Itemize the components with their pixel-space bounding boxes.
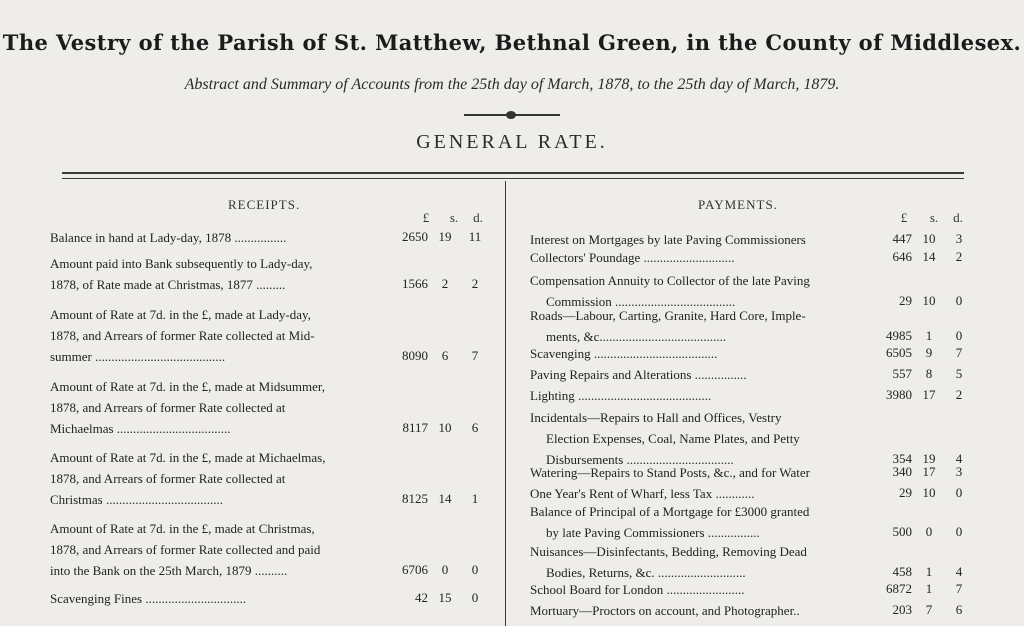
- description-line: Scavenging ......................................: [530, 346, 718, 361]
- entry-description: [50, 376, 325, 439]
- entry-amount: [872, 293, 972, 311]
- description-line: Collectors' Poundage ............................: [530, 250, 735, 265]
- shillings-value: 19: [922, 451, 936, 466]
- description-line: Roads—Labour, Carting, Granite, Hard Core, Imple-: [530, 308, 806, 323]
- pence-value: 4: [955, 451, 963, 466]
- description-line: Amount of Rate at 7d. in the £, made at Christmas,: [50, 521, 315, 536]
- pence-value: 1: [471, 491, 479, 506]
- shillings-value: 0: [441, 562, 449, 577]
- column-divider: [505, 181, 506, 626]
- shillings-value: 8: [925, 366, 933, 381]
- shillings-value: 1: [925, 328, 933, 343]
- shillings-value: 15: [438, 590, 452, 605]
- pence-value: 5: [955, 366, 963, 381]
- entry-amount: [872, 231, 972, 249]
- description-line: Scavenging Fines ...............................: [50, 591, 247, 606]
- pounds-value: 4985: [886, 328, 912, 343]
- pounds-value: 500: [892, 524, 912, 539]
- pence-value: 7: [955, 345, 963, 360]
- pence-value: 3: [955, 464, 963, 479]
- description-line: summer ........................................: [50, 349, 226, 364]
- document-subtitle: Abstract and Summary of Accounts from the 25th day of March, 1878, to the 25th day of March, 1879.: [184, 76, 840, 93]
- pounds-value: 2650: [402, 229, 428, 244]
- description-line: Amount of Rate at 7d. in the £, made at Michaelmas,: [50, 450, 326, 465]
- description-line: 1878, and Arrears of former Rate collected at Mid-: [50, 328, 315, 343]
- pounds-value: 203: [892, 602, 912, 617]
- entry-amount: [872, 602, 972, 620]
- description-line: Balance of Principal of a Mortgage for £3000 granted: [530, 504, 810, 519]
- description-line: 1878, and Arrears of former Rate collected at: [50, 400, 286, 415]
- entry-description: [530, 600, 800, 621]
- pounds-value: 42: [415, 590, 428, 605]
- description-line: ments, &c.......................................: [546, 329, 727, 344]
- pence-value: 2: [955, 249, 963, 264]
- entry-description: [50, 253, 312, 295]
- entry-amount: [872, 464, 972, 482]
- double-rule-bottom: [62, 178, 964, 179]
- pounds-header: £: [422, 210, 430, 225]
- shillings-value: 17: [922, 464, 936, 479]
- description-line: Paving Repairs and Alterations ................: [530, 367, 747, 382]
- entry-amount: [872, 485, 972, 503]
- shillings-value: 14: [922, 249, 936, 264]
- pounds-header: £: [900, 210, 908, 225]
- description-line: Balance in hand at Lady-day, 1878 ................: [50, 230, 287, 245]
- entry-description: [530, 343, 717, 364]
- pounds-value: 29: [899, 293, 912, 308]
- pence-value: 0: [955, 328, 963, 343]
- entry-description: [50, 227, 286, 248]
- entry-description: [530, 364, 747, 385]
- description-line: School Board for London ........................: [530, 582, 745, 597]
- pounds-value: 557: [892, 366, 912, 381]
- shillings-value: 0: [925, 524, 933, 539]
- pence-value: 0: [471, 590, 479, 605]
- shillings-value: 10: [922, 231, 936, 246]
- description-line: Compensation Annuity to Collector of the late Paving: [530, 273, 810, 288]
- shillings-value: 2: [441, 276, 449, 291]
- entry-amount: [872, 564, 972, 582]
- pounds-value: 6872: [886, 581, 912, 596]
- shillings-value: 1: [925, 564, 933, 579]
- pounds-value: 340: [892, 464, 912, 479]
- receipts-lsd-header: [412, 210, 492, 226]
- description-line: Election Expenses, Coal, Name Plates, and Petty: [546, 431, 800, 446]
- entry-amount: [872, 366, 972, 384]
- description-line: 1878, of Rate made at Christmas, 1877 .........: [50, 277, 286, 292]
- entry-description: [50, 588, 246, 609]
- entry-description: [50, 447, 325, 510]
- entry-description: [50, 304, 315, 367]
- entry-description: [50, 518, 320, 581]
- payments-lsd-header: [888, 210, 974, 226]
- pounds-value: 6706: [402, 562, 428, 577]
- shillings-value: 14: [438, 491, 452, 506]
- entry-description: [530, 541, 807, 583]
- pounds-value: 447: [892, 231, 912, 246]
- description-line: Amount paid into Bank subsequently to Lady-day,: [50, 256, 313, 271]
- pounds-value: 8090: [402, 348, 428, 363]
- pounds-value: 6505: [886, 345, 912, 360]
- entry-amount: [872, 249, 972, 267]
- section-title: GENERAL RATE.: [416, 131, 608, 153]
- entry-description: [530, 385, 711, 406]
- entry-description: [530, 501, 809, 543]
- shillings-value: 6: [441, 348, 449, 363]
- pence-value: 11: [468, 229, 482, 244]
- pence-value: 2: [471, 276, 479, 291]
- description-line: Lighting .........................................: [530, 388, 712, 403]
- description-line: Mortuary—Proctors on account, and Photographer..: [530, 603, 800, 618]
- pence-value: 6: [955, 602, 963, 617]
- shillings-header: s.: [929, 210, 939, 225]
- shillings-value: 9: [925, 345, 933, 360]
- description-line: Incidentals—Repairs to Hall and Offices, Vestry: [530, 410, 782, 425]
- entry-amount: [388, 229, 488, 247]
- pounds-value: 8117: [402, 420, 428, 435]
- pounds-value: 354: [892, 451, 912, 466]
- pounds-value: 8125: [402, 491, 428, 506]
- pence-value: 0: [471, 562, 479, 577]
- receipts-heading: RECEIPTS.: [228, 197, 301, 212]
- pence-value: 0: [955, 485, 963, 500]
- shillings-value: 10: [922, 293, 936, 308]
- document-title: The Vestry of the Parish of St. Matthew, Bethnal Green, in the County of Middlesex.: [2, 30, 1022, 55]
- pounds-value: 29: [899, 485, 912, 500]
- shillings-value: 10: [922, 485, 936, 500]
- pence-header: d.: [953, 210, 963, 225]
- shillings-header: s.: [449, 210, 459, 225]
- entry-amount: [872, 345, 972, 363]
- entry-amount: [388, 420, 488, 438]
- entry-amount: [388, 348, 488, 366]
- description-line: Bodies, Returns, &c. ...........................: [546, 565, 746, 580]
- entry-amount: [388, 590, 488, 608]
- description-line: One Year's Rent of Wharf, less Tax ............: [530, 486, 755, 501]
- pounds-value: 458: [892, 564, 912, 579]
- description-line: Watering—Repairs to Stand Posts, &c., and for Water: [530, 465, 811, 480]
- description-line: by late Paving Commissioners ................: [546, 525, 760, 540]
- pence-value: 7: [471, 348, 479, 363]
- description-line: Amount of Rate at 7d. in the £, made at Midsummer,: [50, 379, 325, 394]
- description-line: Nuisances—Disinfectants, Bedding, Removing Dead: [530, 544, 807, 559]
- entry-description: [530, 579, 744, 600]
- entry-description: [530, 305, 806, 347]
- description-line: Michaelmas ...................................: [50, 421, 231, 436]
- shillings-value: 17: [922, 387, 936, 402]
- entry-amount: [872, 524, 972, 542]
- pence-value: 3: [955, 231, 963, 246]
- shillings-value: 1: [925, 581, 933, 596]
- pence-value: 6: [471, 420, 479, 435]
- pounds-value: 646: [892, 249, 912, 264]
- entry-description: [530, 462, 810, 483]
- entry-amount: [388, 491, 488, 509]
- description-line: Amount of Rate at 7d. in the £, made at Lady-day,: [50, 307, 311, 322]
- entry-amount: [872, 387, 972, 405]
- pence-value: 2: [955, 387, 963, 402]
- entry-amount: [388, 276, 488, 294]
- entry-description: [530, 247, 735, 268]
- description-line: Interest on Mortgages by late Paving Commissioners: [530, 232, 806, 247]
- entry-amount: [872, 581, 972, 599]
- pence-value: 0: [955, 524, 963, 539]
- pounds-value: 1566: [402, 276, 428, 291]
- description-line: Christmas ....................................: [50, 492, 223, 507]
- pence-value: 0: [955, 293, 963, 308]
- pence-header: d.: [473, 210, 483, 225]
- double-rule-top: [62, 172, 964, 174]
- entry-amount: [872, 328, 972, 346]
- shillings-value: 10: [438, 420, 452, 435]
- description-line: 1878, and Arrears of former Rate collected at: [50, 471, 286, 486]
- description-line: 1878, and Arrears of former Rate collected and paid: [50, 542, 321, 557]
- shillings-value: 19: [438, 229, 452, 244]
- ornament-divider: [464, 114, 560, 116]
- pence-value: 7: [955, 581, 963, 596]
- entry-amount: [388, 562, 488, 580]
- shillings-value: 7: [925, 602, 933, 617]
- description-line: Disbursements .................................: [546, 452, 734, 467]
- description-line: into the Bank on the 25th March, 1879 ..........: [50, 563, 288, 578]
- description-line: Commission .....................................: [546, 294, 736, 309]
- payments-heading: PAYMENTS.: [698, 197, 778, 212]
- entry-description: [530, 407, 800, 470]
- pounds-value: 3980: [886, 387, 912, 402]
- pence-value: 4: [955, 564, 963, 579]
